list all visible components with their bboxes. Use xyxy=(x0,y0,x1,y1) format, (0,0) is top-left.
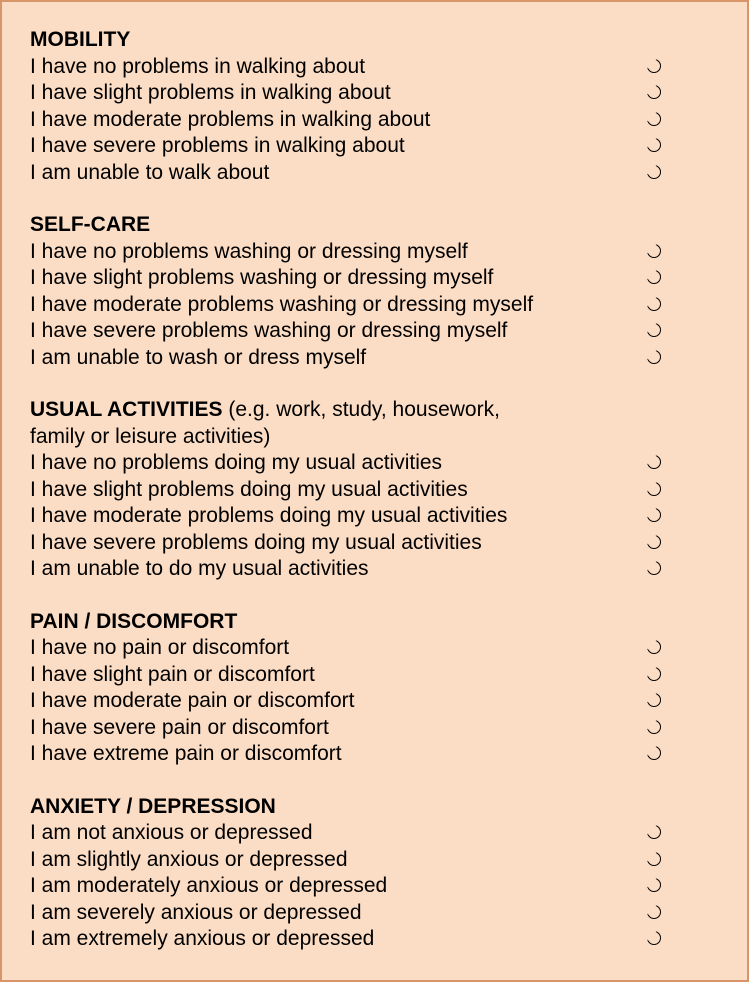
option-row[interactable] xyxy=(30,556,690,583)
option-row[interactable] xyxy=(30,873,690,900)
option-row[interactable] xyxy=(30,160,690,187)
option-row[interactable] xyxy=(30,900,690,927)
section-title: PAIN / DISCOMFORT xyxy=(30,609,238,633)
option-label: I have moderate pain or discomfort xyxy=(30,689,355,712)
radio-circle-icon[interactable] xyxy=(647,825,661,839)
radio-circle-icon[interactable] xyxy=(647,931,661,945)
option-label: I have extreme pain or discomfort xyxy=(30,742,342,765)
radio-circle-icon[interactable] xyxy=(647,852,661,866)
radio-circle-icon[interactable] xyxy=(647,323,661,337)
option-label: I am unable to walk about xyxy=(30,160,270,184)
option-row[interactable] xyxy=(30,741,690,768)
radio-circle-icon[interactable] xyxy=(647,561,661,575)
radio-circle-icon[interactable] xyxy=(647,508,661,522)
option-label: I am not anxious or depressed xyxy=(30,821,313,844)
option-row[interactable] xyxy=(30,503,690,530)
option-label: I am severely anxious or depressed xyxy=(30,900,362,924)
option-row[interactable] xyxy=(30,265,690,292)
section-pain-discomfort xyxy=(30,609,690,768)
option-row[interactable] xyxy=(30,450,690,477)
section-self-care xyxy=(30,212,690,371)
radio-circle-icon[interactable] xyxy=(647,138,661,152)
option-label: I have moderate problems doing my usual activities xyxy=(30,504,508,527)
option-label: I am moderately anxious or depressed xyxy=(30,874,388,897)
section-note-line2: family or leisure activities) xyxy=(30,424,271,448)
radio-circle-icon[interactable] xyxy=(647,244,661,258)
section-anxiety-depression xyxy=(30,794,690,953)
option-label: I have slight problems in walking about xyxy=(30,81,391,104)
radio-circle-icon[interactable] xyxy=(647,270,661,284)
radio-circle-icon[interactable] xyxy=(647,297,661,311)
section-note: (e.g. work, study, housework, xyxy=(222,398,500,421)
option-label: I have slight pain or discomfort xyxy=(30,662,315,686)
option-label: I have no problems washing or dressing myself xyxy=(30,239,468,263)
option-row[interactable] xyxy=(30,80,690,107)
radio-circle-icon[interactable] xyxy=(647,59,661,73)
section-title: SELF-CARE xyxy=(30,213,151,236)
option-label: I have slight problems doing my usual activities xyxy=(30,477,468,501)
radio-circle-icon[interactable] xyxy=(647,746,661,760)
option-label: I am unable to do my usual activities xyxy=(30,557,369,580)
section-heading xyxy=(30,794,690,821)
option-row[interactable] xyxy=(30,292,690,319)
radio-circle-icon[interactable] xyxy=(647,85,661,99)
option-row[interactable] xyxy=(30,133,690,160)
option-row[interactable] xyxy=(30,345,690,372)
option-row[interactable] xyxy=(30,107,690,134)
radio-circle-icon[interactable] xyxy=(647,693,661,707)
radio-circle-icon[interactable] xyxy=(647,535,661,549)
questionnaire-content xyxy=(30,27,690,979)
option-label: I am extremely anxious or depressed xyxy=(30,927,375,950)
section-heading xyxy=(30,27,690,54)
section-heading xyxy=(30,212,690,239)
section-usual-activities xyxy=(30,397,690,583)
option-row[interactable] xyxy=(30,239,690,266)
option-row[interactable] xyxy=(30,477,690,504)
option-row[interactable] xyxy=(30,820,690,847)
section-title: MOBILITY xyxy=(30,28,131,51)
option-row[interactable] xyxy=(30,530,690,557)
option-label: I have severe problems in walking about xyxy=(30,134,405,157)
option-label: I have moderate problems washing or dressing myself xyxy=(30,292,534,316)
radio-circle-icon[interactable] xyxy=(647,455,661,469)
option-row[interactable] xyxy=(30,847,690,874)
option-label: I am unable to wash or dress myself xyxy=(30,345,367,369)
option-label: I have moderate problems in walking about xyxy=(30,107,431,131)
radio-circle-icon[interactable] xyxy=(647,165,661,179)
radio-circle-icon[interactable] xyxy=(647,112,661,126)
radio-circle-icon[interactable] xyxy=(647,640,661,654)
option-label: I have severe problems doing my usual activities xyxy=(30,530,482,554)
radio-circle-icon[interactable] xyxy=(647,905,661,919)
option-row[interactable] xyxy=(30,54,690,81)
radio-circle-icon[interactable] xyxy=(647,350,661,364)
section-heading xyxy=(30,397,690,424)
section-heading xyxy=(30,609,690,636)
section-title: ANXIETY / DEPRESSION xyxy=(30,794,276,818)
radio-circle-icon[interactable] xyxy=(647,720,661,734)
section-title: USUAL ACTIVITIES xyxy=(30,398,223,421)
radio-circle-icon[interactable] xyxy=(647,667,661,681)
option-row[interactable] xyxy=(30,662,690,689)
option-label: I have severe problems washing or dressing myself xyxy=(30,319,508,342)
option-label: I have no pain or discomfort xyxy=(30,636,290,659)
option-label: I am slightly anxious or depressed xyxy=(30,847,348,871)
option-row[interactable] xyxy=(30,715,690,742)
radio-circle-icon[interactable] xyxy=(647,482,661,496)
option-row[interactable] xyxy=(30,688,690,715)
option-row[interactable] xyxy=(30,318,690,345)
section-mobility xyxy=(30,27,690,186)
radio-circle-icon[interactable] xyxy=(647,878,661,892)
option-label: I have severe pain or discomfort xyxy=(30,715,329,739)
option-label: I have no problems doing my usual activities xyxy=(30,451,443,474)
option-label: I have no problems in walking about xyxy=(30,54,366,78)
option-label: I have slight problems washing or dressing myself xyxy=(30,266,494,289)
option-row[interactable] xyxy=(30,926,690,953)
option-row[interactable] xyxy=(30,635,690,662)
